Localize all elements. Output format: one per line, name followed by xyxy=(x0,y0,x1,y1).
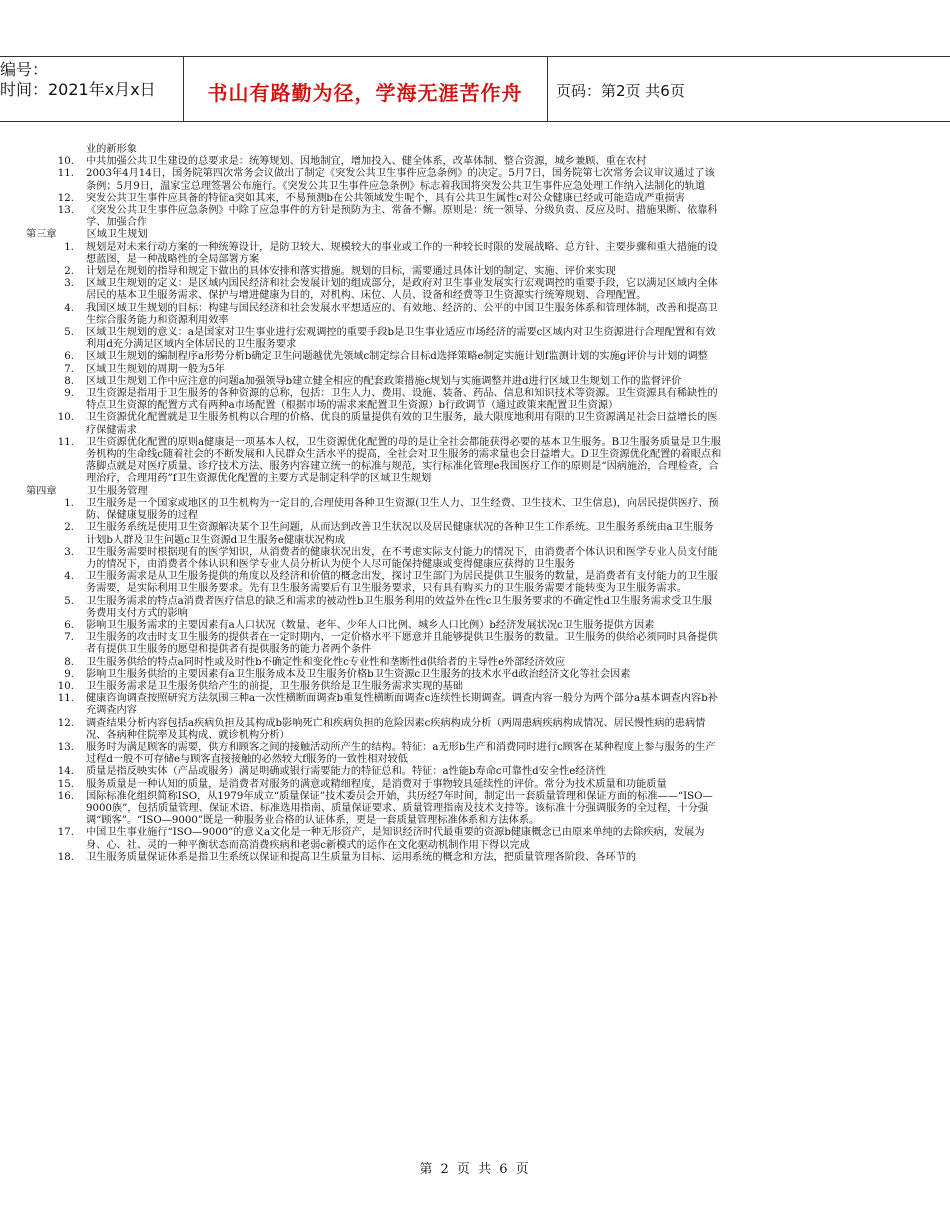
list-item xyxy=(22,620,722,632)
page-footer: 第 2 页 共 6 页 xyxy=(419,1162,531,1177)
header-top-rule xyxy=(0,56,950,57)
item-text: 2003年4月14日，国务院第四次常务会议做出了制定《突发公共卫生事件应急条例》的决定。5月7日，国务院第七次常务会议审议通过了该条例；5月9日，温家宝总理签署公布施行。《突发公共卫生事件应急条例》标志着我国将突发公共卫生事件应急处理工作纳入法制化的轨道 xyxy=(86,168,715,192)
list-item xyxy=(22,364,722,376)
item-text: 《突发公共卫生事件应急条例》中除了应急事件的方针是预防为主、常备不懈。原则是：统一领导、分级负责、反应及时、措施果断、依靠科学、加强合作 xyxy=(86,205,718,229)
item-number: 2. xyxy=(64,266,74,278)
header-meta xyxy=(0,60,156,100)
item-text: 国际标准化组织简称ISO，从1979年成立“质量保证”技术委员会开始，共历经7年时间，制定出一套质量管理和保证方面的标准——“ISO—9000族”，包括质量管理、保证术语、标准选用指南、质量保证要求、质量管理指南及技术支持等。该标准十分强调服务的全过程，十分强调“顾客”。“ISO—9000”既是一种服务业合格的认证体系，更是一套质量管理标准体系和方法体系。 xyxy=(86,790,713,827)
item-number: 17. xyxy=(57,827,74,839)
list-item xyxy=(22,156,722,168)
list-item xyxy=(22,498,722,522)
list-item xyxy=(22,522,722,546)
item-text: 调查结果分析内容包括a疾病负担及其构成b影响死亡和疾病负担的危险因素c疾病构成分析（两周患病疾病构成情况、居民慢性病的患病情况、各病种住院率及其构成、就诊机构分析） xyxy=(86,717,706,741)
item-number: 5. xyxy=(64,327,74,339)
item-text: 卫生资源是指用于卫生服务的各种资源的总称，包括：卫生人力、费用、设施、装备、药品、信息和知识技术等资源。卫生资源具有稀缺性的特点卫生资源的配置方式有两种a市场配置（根据市场的需求来配置卫生资源）b行政调节（通过政策来配置卫生资源） xyxy=(86,388,718,412)
item-text: 区域卫生规划的周期一般为5年 xyxy=(86,363,225,375)
header-motto: 书山有路勤为径，学海无涯苦作舟 xyxy=(207,81,523,105)
list-item xyxy=(22,742,722,766)
list-item xyxy=(22,266,722,278)
list-item xyxy=(22,278,722,302)
item-number: 16. xyxy=(57,790,74,802)
list-item xyxy=(22,766,722,778)
header-page-info: 页码：第2页 共6页 xyxy=(556,82,685,100)
item-number: 3. xyxy=(64,546,74,558)
item-text: 卫生服务系统是使用卫生资源解决某个卫生问题，从而达到改善卫生状况以及居民健康状况的各种卫生工作系统。卫生服务系统由a卫生服务计划b人群及卫生问题c卫生资源d卫生服务e健康状况构成 xyxy=(86,522,714,546)
list-item xyxy=(22,303,722,327)
list-item xyxy=(22,693,722,717)
item-text: 规划是对未来行动方案的一种统筹设计，是防卫较大、规模较大的事业或工作的一种较长时限的发展战略、总方针、主要步骤和重大措施的设想蓝图，是一种战略性的全局部署方案 xyxy=(86,241,718,265)
list-item xyxy=(22,351,722,363)
item-text: 影响卫生服务需求的主要因素有a人口状况（数量、老年、少年人口比例、城乡人口比例）b经济发展状况c卫生服务提供方因素 xyxy=(86,619,655,631)
item-number: 14. xyxy=(57,766,74,778)
item-number: 4. xyxy=(64,571,74,583)
item-text: 卫生服务的攻击时支卫生服务的提供者在一定时期内、一定价格水平下愿意并且能够提供卫生服务的数量。卫生服务的供给必须同时具备提供者有提供卫生服务的愿望和提供者有提供服务的能力者两个条件 xyxy=(86,632,718,656)
list-item xyxy=(22,168,722,192)
item-number: 1. xyxy=(64,241,74,253)
list-item xyxy=(22,681,722,693)
item-text: 区域卫生规划工作中应注意的问题a加强领导b建立健全相应的配套政策措施c规划与实施调整并进d进行区域卫生规划工作的监督评价 xyxy=(86,375,682,387)
chapter-heading xyxy=(22,486,722,498)
item-number: 10. xyxy=(57,680,74,692)
item-text: 区域卫生规划的编制程序a形势分析b确定卫生问题越优先领域c制定综合目标d选择策略e制定实施计划f监测计划的实施g评价与计划的调整 xyxy=(86,351,708,363)
item-number: 8. xyxy=(64,656,74,668)
list-item xyxy=(22,596,722,620)
item-number: 9. xyxy=(64,388,74,400)
chapter-number: 第三章 xyxy=(26,229,57,241)
item-text: 卫生资源优化配置就是卫生服务机构以合理的价格、优良的质量提供有效的卫生服务，最大限度地利用有限的卫生资源满足社会日益增长的医疗保健需求 xyxy=(86,412,718,436)
document-number-label: 编号： xyxy=(0,60,49,79)
document-body xyxy=(22,144,722,864)
item-number: 11. xyxy=(57,168,74,180)
item-text: 服务时为满足顾客的需要，供方和顾客之间的接触活动所产生的结构。特征：a无形b生产和消费同时进行c顾客在某种程度上参与服务的生产过程d一般不可存储e与顾客直接接触的必然较大f服务的一致性相对较低 xyxy=(86,741,716,766)
item-text: 服务质量是一种认知的质量，是消费者对服务的满意或精细程度，是消费对于事物较具延续性的评价。常分为技术质量和功能质量 xyxy=(86,778,667,790)
item-text: 区域卫生规划的定义：是区域内国民经济和社会发展计划的组成部分，是政府对卫生事业发展实行宏观调控的重要手段，它以满足区域内全体居民的基本卫生服务需求、保护与增进健康为目的，对机构、床位、人员、设备和经费等卫生资源实行统筹规划、合理配置。 xyxy=(86,278,718,302)
item-number: 10. xyxy=(57,156,74,168)
list-item xyxy=(22,205,722,229)
list-item xyxy=(22,791,722,828)
item-number: 4. xyxy=(64,302,74,314)
item-text: 卫生服务需求是卫生服务供给产生的前提，卫生服务供给是卫生服务需求实现的基础 xyxy=(86,680,463,692)
list-item xyxy=(22,779,722,791)
item-text: 区域卫生规划的意义：a是国家对卫生事业进行宏观调控的重要手段b是卫生事业适应市场经济的需要c区域内对卫生资源进行合理配置和有效利用d充分满足区域内全体居民的卫生服务要求 xyxy=(86,327,716,351)
list-item xyxy=(22,437,722,486)
list-item xyxy=(22,327,722,351)
chapter-title: 卫生服务管理 xyxy=(86,485,148,497)
item-text: 卫生服务需求的特点a消费者医疗信息的缺乏和需求的被动性b卫生服务利用的效益外在性c卫生服务要求的不确定性d卫生服务需求受卫生服务费用支付方式的影响 xyxy=(86,595,712,619)
item-text: 突发公共卫生事件应具备的特征a突如其来，不易预测b在公共领域发生呢个，具有公共卫生属性c对公众健康已经或可能造成严重损害 xyxy=(86,192,685,204)
continued-text: 业的新形象 xyxy=(86,144,137,155)
chapter-heading xyxy=(22,229,722,241)
item-number: 18. xyxy=(57,851,74,863)
item-text: 卫生服务质量保证体系是指卫生系统以保证和提高卫生质量为目标、运用系统的概念和方法，把质量管理各阶段、各环节的 xyxy=(86,851,637,863)
list-item xyxy=(22,242,722,266)
list-item xyxy=(22,388,722,412)
list-item xyxy=(22,852,722,864)
item-number: 7. xyxy=(64,632,74,644)
list-item xyxy=(22,669,722,681)
item-number: 6. xyxy=(64,619,74,631)
item-text: 质量是指反映实体（产品或服务）满足明确或银行需要能力的特征总和。特征：a性能b寿命c可靠性d安全性e经济性 xyxy=(86,766,606,778)
item-number: 7. xyxy=(64,363,74,375)
item-number: 13. xyxy=(57,741,74,753)
item-number: 9. xyxy=(64,668,74,680)
list-item xyxy=(22,827,722,851)
item-text: 卫生资源优化配置的原则a健康是一项基本人权，卫生资源优化配置的母的是让全社会都能获得必要的基本卫生服务。B卫生服务质量是卫生服务机构的生命线c随着社会的不断发展和人民群众生活水平的提高，全社会对卫生服务的需求量也会日益增大。D卫生资源优化配置的着眼点和落脚点就是对医疗质量、诊疗技术方法、服务内容建立统一的标准与规范，实行标准化管理e我国医疗工作的原则是“因病施治，合理检查，合理治疗，合理用药”f卫生资源优化配置的主要方式是制定科学的区域卫生规划 xyxy=(86,436,722,485)
item-text: 计划是在规划的指导和规定下做出的具体安排和落实措施。规划的目标，需要通过具体计划的制定、实施、评价来实现 xyxy=(86,266,616,278)
header-divider-right xyxy=(547,56,548,122)
item-number: 8. xyxy=(64,375,74,387)
item-number: 13. xyxy=(57,205,74,217)
item-number: 6. xyxy=(64,351,74,363)
document-time-label: 时间：2021年x月x日 xyxy=(0,80,156,99)
list-item xyxy=(22,571,722,595)
item-number: 2. xyxy=(64,522,74,534)
item-text: 我国区域卫生规划的目标：构建与国民经济和社会发展水平想适应的、有效地、经济的、公平的中国卫生服务体系和管理体制，改善和提高卫生综合服务能力和资源利用效率 xyxy=(86,302,718,326)
list-item xyxy=(22,718,722,742)
list-item xyxy=(22,547,722,571)
item-number: 3. xyxy=(64,278,74,290)
item-number: 11. xyxy=(57,436,74,448)
item-text: 健康咨询调查按照研究方法氛围三种a一次性横断面调查b重复性横断面调查c连续性长期调查。调查内容一般分为两个部分a基本调查内容b补充调查内容 xyxy=(86,693,718,717)
item-text: 中共加强公共卫生建设的总要求是：统筹规划、因地制宜，增加投入、健全体系，改革体制、整合资源，城乡兼顾、重在农村 xyxy=(86,156,647,168)
list-item xyxy=(22,632,722,656)
item-text: 中国卫生事业施行“ISO—9000”的意义a文化是一种无形资产，是知识经济时代最重要的资源b健康概念已由原来单纯的去除疾病，发展为身、心、社、灵的一种平衡状态而高消费疾病和老弱c新模式的运作在文化驱动机制作用下得以完成 xyxy=(86,827,705,851)
list-item xyxy=(22,657,722,669)
item-number: 1. xyxy=(64,497,74,509)
item-number: 12. xyxy=(57,192,74,204)
chapter-title: 区域卫生规划 xyxy=(86,229,148,241)
chapter-number: 第四章 xyxy=(26,485,57,497)
item-text: 卫生服务需要时根据现有的医学知识，从消费者的健康状况出发，在不考虑实际支付能力的情况下，由消费者个体认识和医学专业人员支付能力的情况下，由消费者个体认识和医学专业人员分析认为使个人尽可能保持健康或变得健康应获得的卫生服务 xyxy=(86,546,718,570)
item-text: 卫生服务是一个国家或地区的卫生机构为一定目的,合理使用各种卫生资源(卫生人力、卫生经费、卫生技术、卫生信息)，向居民提供医疗、预防、保健康复服务的过程 xyxy=(86,497,719,522)
list-item xyxy=(22,193,722,205)
item-text: 影响卫生服务供给的主要因素有a卫生服务成本及卫生服务价格b卫生资源c卫生服务的技术水平d政治经济文化等社会因素 xyxy=(86,668,631,680)
item-number: 5. xyxy=(64,595,74,607)
item-text: 卫生服务供给的特点a同时性或及时性b不确定性和变化性c专业性和垄断性d供给者的主导性e外部经济效应 xyxy=(86,656,566,668)
header-bottom-rule xyxy=(0,121,950,122)
list-item xyxy=(22,412,722,436)
item-number: 12. xyxy=(57,717,74,729)
item-number: 15. xyxy=(57,778,74,790)
item-number: 10. xyxy=(57,412,74,424)
list-item xyxy=(22,376,722,388)
item-text: 卫生服务需求是从卫生服务提供的角度以及经济和价值的概念出发，探讨卫生部门为居民提供卫生服务的数量，是消费者有支付能力的卫生服务需要，是实际利用卫生服务要求。先有卫生服务需要后有卫生服务要求，只有具有购买力的卫生服务需要才能转变为卫生服务需求。 xyxy=(86,571,718,595)
item-number: 11. xyxy=(57,693,74,705)
